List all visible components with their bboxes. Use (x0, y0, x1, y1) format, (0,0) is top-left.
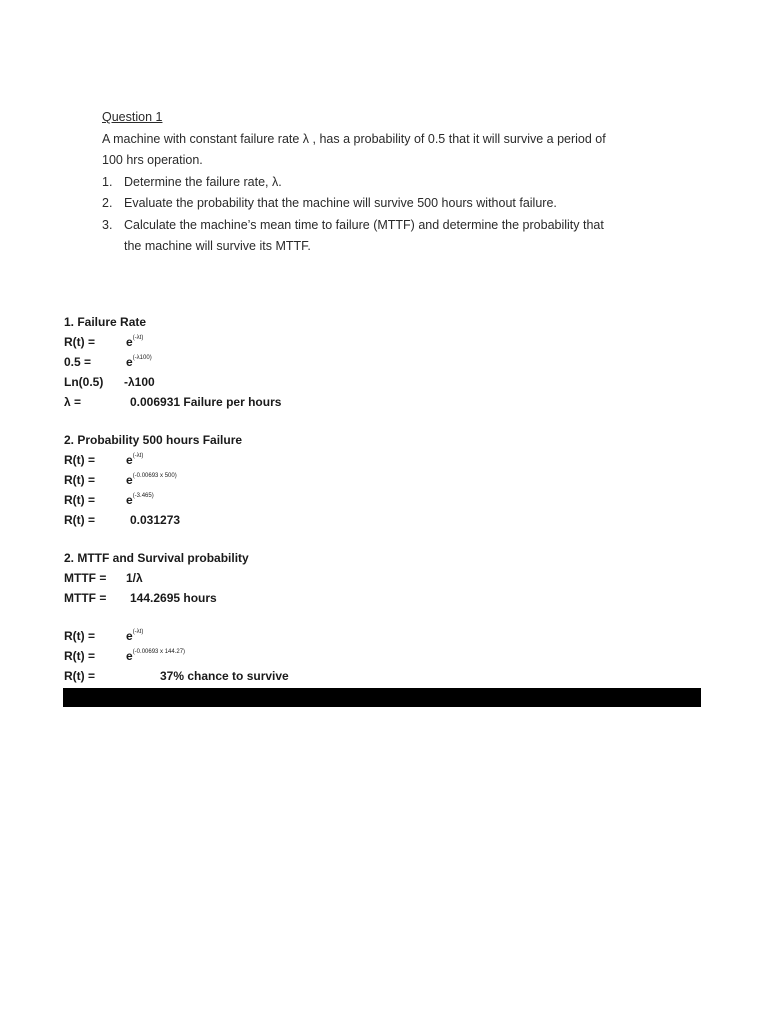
question-item (102, 215, 662, 258)
exp-base: e (126, 335, 133, 349)
equation-rhs (126, 490, 154, 510)
equation-lhs: MTTF = (64, 571, 107, 585)
equation-row (64, 392, 704, 412)
exp-base: e (126, 453, 133, 467)
equation-lhs: 0.5 = (64, 355, 92, 369)
section-title-probability: 2. Probability 500 hours Failure (64, 433, 243, 447)
equation-rhs (126, 646, 185, 666)
equation-row (64, 568, 704, 588)
equation-rhs (126, 332, 143, 352)
exp-power: (-0.00693 x 144.27) (132, 649, 186, 655)
spacer (64, 412, 704, 430)
question-intro-line2: 100 hrs operation. (102, 153, 203, 167)
equation-row (64, 666, 704, 686)
exp-base: e (126, 493, 133, 507)
equation-rhs: 37% chance to survive (160, 669, 289, 683)
equation-row (64, 332, 704, 352)
equation-rhs (126, 470, 177, 490)
question-item-text: Calculate the machine’s mean time to failure (MTTF) and determine the probability that (124, 217, 604, 232)
redaction-bar (63, 688, 701, 707)
equation-rhs (126, 352, 152, 372)
equation-row (64, 352, 704, 372)
question-heading: Question 1 (102, 110, 163, 124)
exp-power: (-0.00693 x 500) (132, 473, 177, 479)
equation-row (64, 490, 704, 510)
equation-rhs (126, 626, 143, 646)
equation-rhs: 0.006931 Failure per hours (130, 395, 282, 409)
equation-lhs: λ = (64, 395, 82, 409)
equation-rhs: 0.031273 (130, 513, 181, 527)
equation-rhs: 1/λ (126, 571, 143, 585)
equation-row (64, 372, 704, 392)
question-item-text: Evaluate the probability that the machine will survive 500 hours without failure. (124, 196, 557, 210)
equation-lhs: R(t) = (64, 493, 95, 507)
exp-base: e (126, 355, 133, 369)
section-title-failure-rate: 1. Failure Rate (64, 315, 147, 329)
equation-lhs: R(t) = (64, 473, 95, 487)
question-list (102, 172, 662, 258)
exp-power: (-λt) (132, 453, 144, 459)
equation-lhs: R(t) = (64, 513, 95, 527)
equation-row (64, 626, 704, 646)
exp-base: e (126, 629, 133, 643)
question-item (102, 172, 662, 194)
exp-power: (-λt) (132, 335, 144, 341)
question-item-number: 2. (102, 196, 113, 210)
equation-lhs: R(t) = (64, 649, 95, 663)
exp-base: e (126, 649, 133, 663)
equation-lhs: R(t) = (64, 453, 95, 467)
spacer (64, 608, 704, 626)
question-item-number: 3. (102, 217, 113, 232)
question-item (102, 193, 662, 215)
question-item-text-continued: the machine will survive its MTTF. (124, 239, 311, 253)
equation-lhs: MTTF = (64, 591, 107, 605)
equation-rhs: 144.2695 hours (130, 591, 217, 605)
equation-row (64, 646, 704, 666)
question-intro-line1: A machine with constant failure rate λ , has a probability of 0.5 that it will survive a period of (102, 131, 606, 146)
equation-row (64, 470, 704, 490)
section-title-mttf: 2. MTTF and Survival probability (64, 551, 249, 565)
spacer (64, 530, 704, 548)
equation-row (64, 450, 704, 470)
exp-base: e (126, 473, 133, 487)
equation-row (64, 510, 704, 530)
equation-row (64, 588, 704, 608)
solution-block (64, 312, 704, 686)
question-item-number: 1. (102, 174, 113, 189)
equation-rhs: -λ100 (124, 375, 155, 389)
exp-power: (-λt) (132, 629, 144, 635)
exp-power: (-λ100) (132, 355, 152, 361)
question-block (102, 107, 662, 258)
equation-lhs: R(t) = (64, 629, 95, 643)
question-item-text: Determine the failure rate, λ. (124, 174, 282, 189)
equation-lhs: R(t) = (64, 335, 95, 349)
exp-power: (-3.465) (132, 493, 154, 499)
equation-lhs: R(t) = (64, 669, 95, 683)
equation-rhs (126, 450, 143, 470)
equation-lhs: Ln(0.5) (64, 375, 104, 389)
